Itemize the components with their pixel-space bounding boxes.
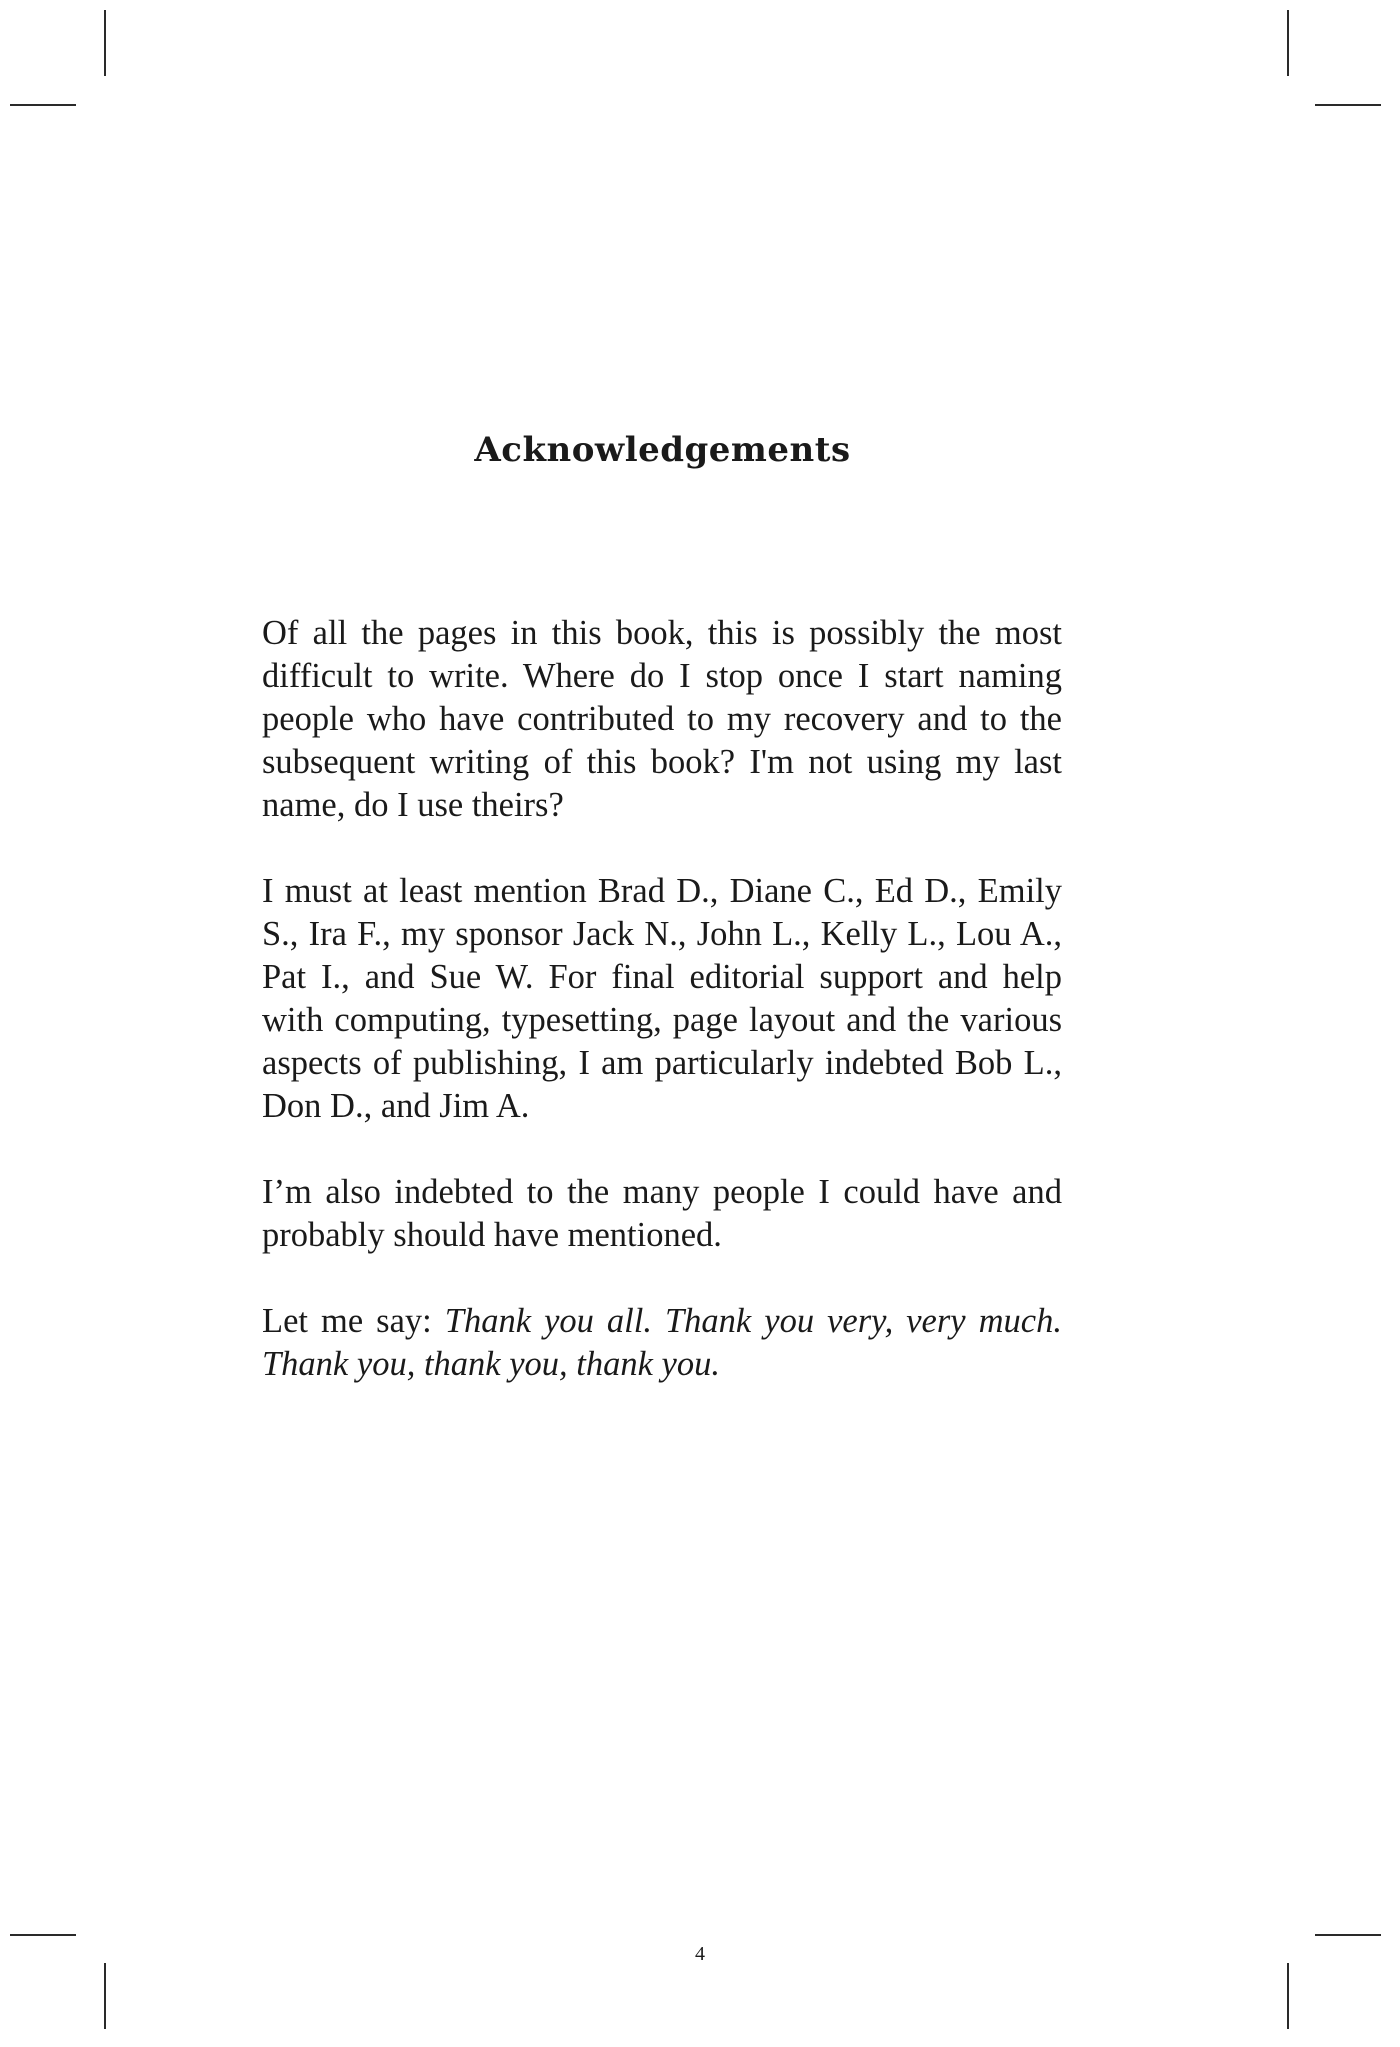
paragraph-2: I must at least mention Brad D., Diane C., Ed D., Emily S., Ira F., my sponsor Jack N., John L., Kelly L., Lou A., Pat I., and Sue W. For final editorial support and help with computing, typesetting, page layout and the various aspects of publishing, I am particularly indebted Bob L., Don D., and Jim A. — [262, 872, 1062, 1125]
paragraph-4-thanks: Thank you all. Thank you very, very much. Thank you, thank you, thank you. — [262, 1302, 1062, 1383]
paragraph-4-lead: Let me say: — [262, 1302, 445, 1340]
crop-mark-bottom-right-vertical — [1287, 1963, 1289, 2029]
paragraph-1: Of all the pages in this book, this is possibly the most difficult to write. Where do I stop once I start naming people who have contributed to my recovery and to the subsequent writing of this book? I'm not using my last name, do I use theirs? — [262, 614, 1062, 824]
crop-mark-top-right-vertical — [1287, 10, 1289, 76]
page-title: Acknowledgements — [474, 430, 851, 470]
crop-mark-top-left-horizontal — [10, 104, 76, 106]
crop-mark-bottom-right-horizontal — [1315, 1934, 1381, 1936]
crop-mark-bottom-left-horizontal — [10, 1934, 76, 1936]
crop-mark-top-right-horizontal — [1315, 104, 1381, 106]
paragraph-4 — [262, 1300, 1062, 1386]
crop-mark-top-left-vertical — [104, 10, 106, 76]
page-number: 4 — [695, 1943, 705, 1965]
acknowledgements-body — [262, 612, 1062, 1429]
crop-mark-bottom-left-vertical — [104, 1963, 106, 2029]
paragraph-3: I’m also indebted to the many people I could have and probably should have mentioned. — [262, 1173, 1062, 1254]
